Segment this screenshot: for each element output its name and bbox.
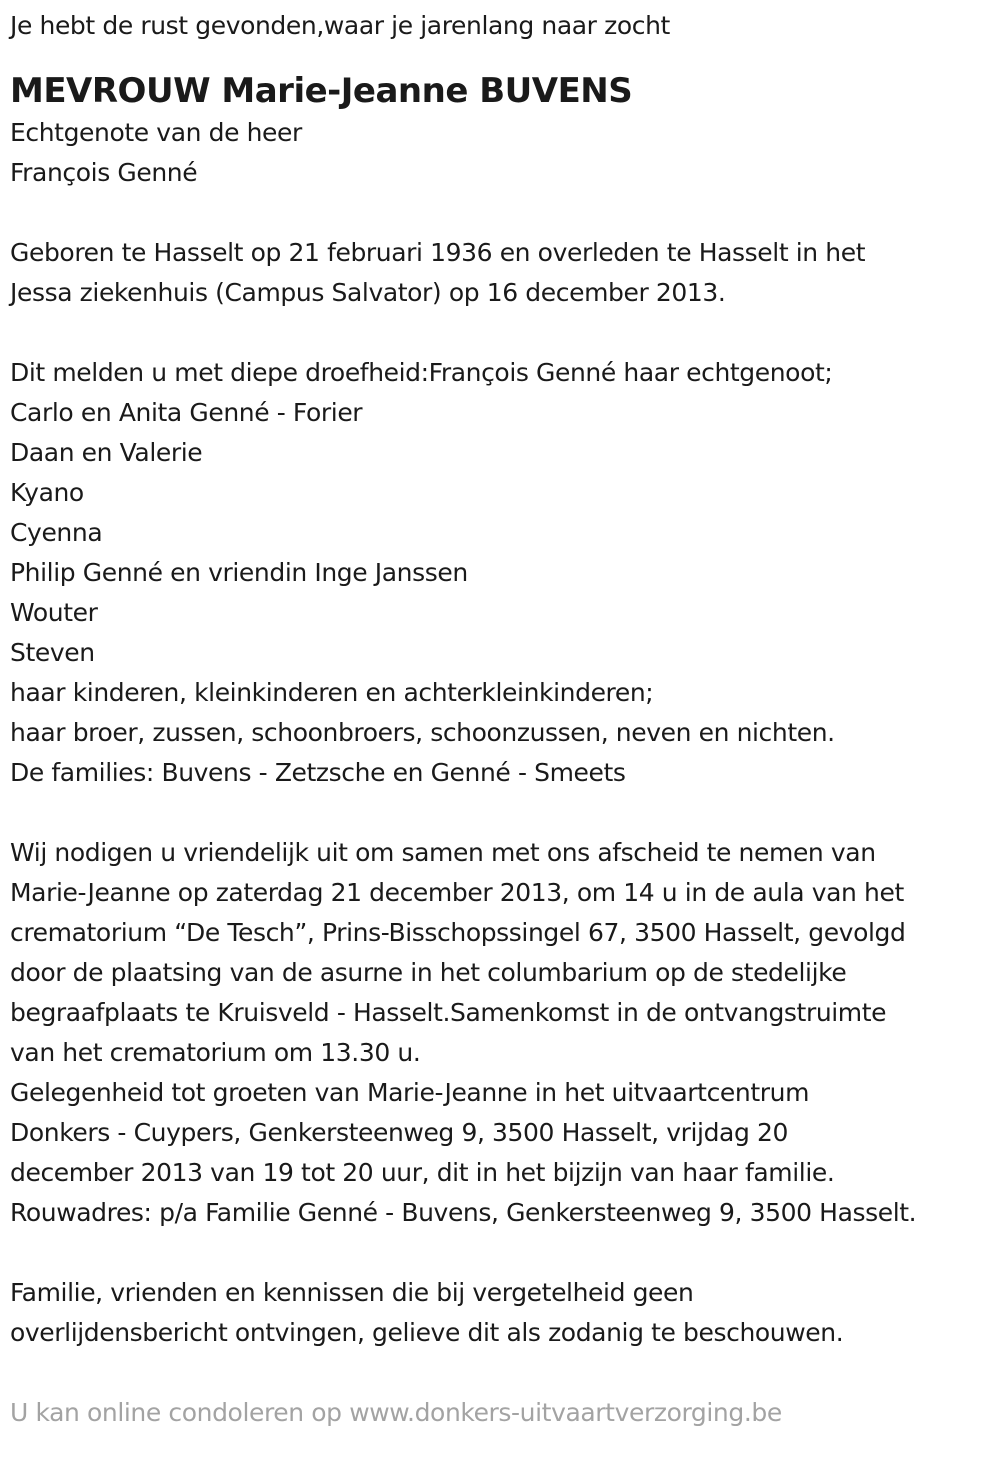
notice-line: overlijdensbericht ontvingen, gelieve dit als zodanig te beschouwen. (10, 1318, 844, 1347)
ceremony-line: begraafplaats te Kruisveld - Hasselt.Samenkomst in de ontvangstruimte (10, 998, 887, 1027)
ceremony-line: van het crematorium om 13.30 u. (10, 1038, 421, 1067)
birth-death-line: Geboren te Hasselt op 21 februari 1936 en overleden te Hasselt in het (10, 238, 866, 267)
family-line: De families: Buvens - Zetzsche en Genné - Smeets (10, 758, 626, 787)
notice-section (10, 1273, 995, 1353)
family-line: Carlo en Anita Genné - Forier (10, 398, 363, 427)
family-line: Steven (10, 638, 95, 667)
spacer (10, 1353, 995, 1393)
family-line: Dit melden u met diepe droefheid:François Genné haar echtgenoot; (10, 358, 833, 387)
ceremony-line: Marie-Jeanne op zaterdag 21 december 2013, om 14 u in de aula van het (10, 878, 904, 907)
family-line: Cyenna (10, 518, 103, 547)
family-section (10, 353, 995, 793)
family-line: Kyano (10, 478, 84, 507)
online-condolence-footer: U kan online condoleren op www.donkers-uitvaartverzorging.be (10, 1398, 782, 1427)
ceremony-line: Wij nodigen u vriendelijk uit om samen met ons afscheid te nemen van (10, 838, 876, 867)
notice-line: Familie, vrienden en kennissen die bij vergetelheid geen (10, 1278, 694, 1307)
birth-death-line: Jessa ziekenhuis (Campus Salvator) op 16 december 2013. (10, 278, 726, 307)
ceremony-line: door de plaatsing van de asurne in het columbarium op de stedelijke (10, 958, 847, 987)
family-line: haar kinderen, kleinkinderen en achterkleinkinderen; (10, 678, 654, 707)
family-line: Wouter (10, 598, 98, 627)
spacer (10, 1233, 995, 1273)
mourning-address-line: Rouwadres: p/a Familie Genné - Buvens, Genkersteenweg 9, 3500 Hasselt. (10, 1198, 917, 1227)
family-line: haar broer, zussen, schoonbroers, schoonzussen, neven en nichten. (10, 718, 835, 747)
obituary-document (10, 6, 995, 1433)
birth-death-section (10, 233, 995, 313)
spacer (10, 193, 995, 233)
ceremony-line: Gelegenheid tot groeten van Marie-Jeanne in het uitvaartcentrum (10, 1078, 810, 1107)
family-line: Daan en Valerie (10, 438, 203, 467)
motto: Je hebt de rust gevonden,waar je jarenlang naar zocht (10, 11, 670, 40)
spouse-line: François Genné (10, 158, 198, 187)
spouse-section (10, 113, 995, 193)
family-line: Philip Genné en vriendin Inge Janssen (10, 558, 468, 587)
spacer (10, 313, 995, 353)
ceremony-line: crematorium “De Tesch”, Prins-Bisschopssingel 67, 3500 Hasselt, gevolgd (10, 918, 906, 947)
ceremony-line: december 2013 van 19 tot 20 uur, dit in het bijzijn van haar familie. (10, 1158, 835, 1187)
ceremony-line: Donkers - Cuypers, Genkersteenweg 9, 3500 Hasselt, vrijdag 20 (10, 1118, 788, 1147)
deceased-name-title: MEVROUW Marie-Jeanne BUVENS (10, 71, 633, 111)
spacer (10, 793, 995, 833)
spouse-line: Echtgenote van de heer (10, 118, 302, 147)
ceremony-section (10, 833, 995, 1233)
